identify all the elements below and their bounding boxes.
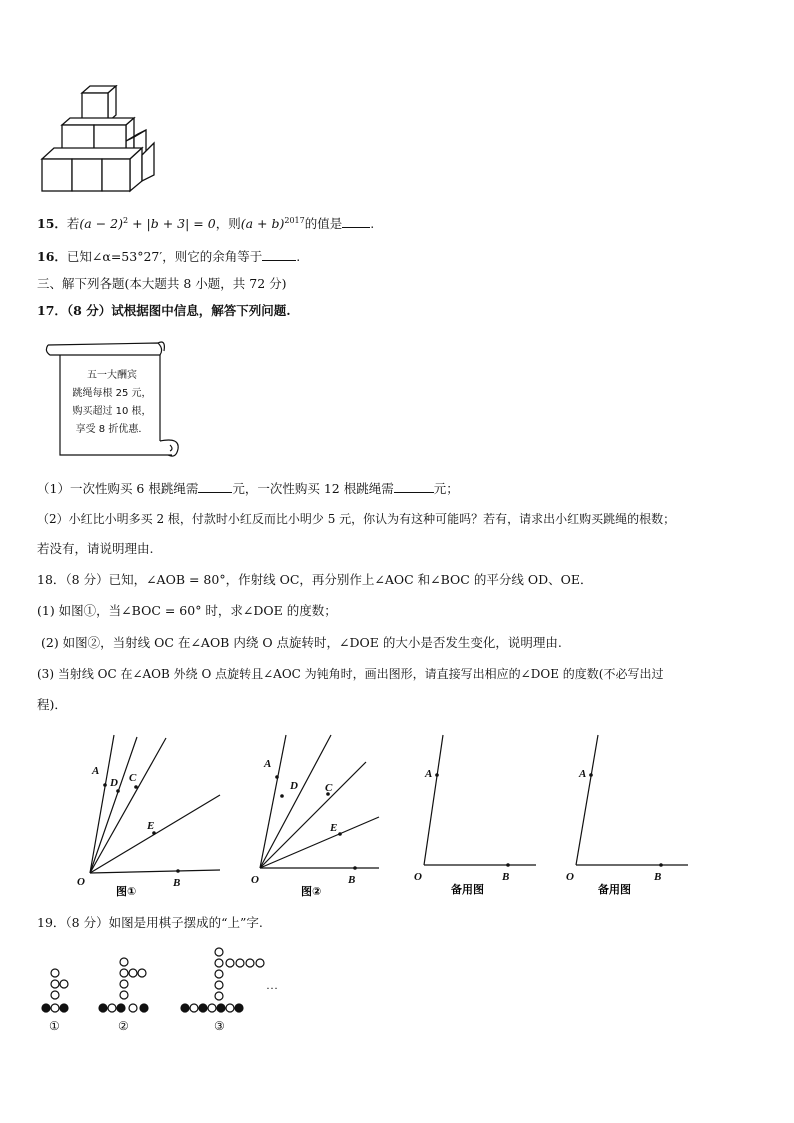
pattern-label-2: ② [118, 1019, 129, 1033]
answer-blank[interactable] [394, 492, 434, 493]
pattern-label-1: ① [49, 1019, 60, 1033]
point-label-O: O [414, 871, 422, 883]
point-label-B: B [173, 877, 181, 889]
answer-blank[interactable] [342, 227, 370, 228]
scroll-text [62, 367, 162, 439]
scroll-line: 享受 8 折优惠． [75, 424, 149, 435]
question-17-part2-line2: 若没有，请说明理由. [37, 541, 154, 556]
answer-blank[interactable] [198, 492, 232, 493]
question-number: 15． [37, 216, 67, 232]
section-heading: 三、解下列各题(本大题共 8 小题，共 72 分) [37, 276, 287, 291]
point-label-B: B [502, 871, 510, 883]
point-label-B: B [654, 871, 662, 883]
question-number: 16． [37, 249, 67, 264]
question-18-part3-line2: 程)． [37, 697, 67, 712]
point-label-D: D [290, 780, 298, 792]
question-15: 15．若$(a - 2)^2 + |b + 3| = 0$，则$(a + b)^{2017}$的值是 . [37, 216, 375, 232]
point-label-D: D [110, 777, 118, 789]
pattern-label-3: ③ [214, 1019, 225, 1033]
question-17-part2-line1: （2）小红比小明多买 2 根，付款时小红反而比小明少 5 元，你认为有这种可能吗？若有，请求出小红购买跳绳的根数； [37, 512, 676, 526]
point-label-E: E [330, 822, 338, 834]
angle-figure-1 [74, 730, 224, 900]
point-label-C: C [129, 772, 137, 784]
answer-blank[interactable] [262, 260, 296, 261]
point-label-O: O [77, 876, 85, 888]
question-18-part2: (2) 如图②，当射线 OC 在∠AOB 内绕 O 点旋转时，∠DOE 的大小是否发生变化，说明理由. [41, 635, 562, 650]
scroll-title: 五一大酬宾 [87, 370, 137, 381]
point-label-A: A [425, 768, 433, 780]
question-17-part1: （1）一次性购买 6 根跳绳需 元，一次性购买 12 根跳绳需 元； [37, 481, 459, 496]
point-label-E: E [147, 820, 155, 832]
spare-figure-1 [408, 730, 543, 900]
question-19-header: 19．（8 分）如图是用棋子摆成的“上”字. [37, 915, 263, 930]
chess-pieces-pattern-figure [34, 944, 294, 1044]
point-label-C: C [325, 782, 333, 794]
spare-figure-2 [560, 730, 695, 900]
figure-caption: 图② [301, 885, 322, 898]
question-17-header: 17．（8 分）试根据图中信息，解答下列问题. [37, 303, 291, 318]
point-label-A: A [579, 768, 587, 780]
point-label-O: O [251, 874, 259, 886]
angle-figure-2 [246, 730, 386, 900]
question-16: 16．已知∠α=53°27′，则它的余角等于 . [37, 249, 301, 264]
point-label-A: A [264, 758, 272, 770]
cube-stack-figure [38, 85, 158, 195]
question-18-header: 18．（8 分）已知，∠AOB = 80°，作射线 OC，再分别作上∠AOC 和∠BOC 的平分线 OD、OE． [37, 572, 593, 587]
promotion-scroll-figure [40, 337, 210, 462]
scroll-line: 购买超过 10 根， [72, 406, 152, 417]
point-label-A: A [92, 765, 100, 777]
question-18-part1: (1) 如图①，当∠BOC = 60° 时，求∠DOE 的度数； [37, 603, 337, 618]
point-label-B: B [348, 874, 356, 886]
figure-caption: 备用图 [598, 883, 631, 896]
figure-caption: 备用图 [451, 883, 484, 896]
question-18-part3-line1: (3) 当射线 OC 在∠AOB 外绕 O 点旋转且∠AOC 为钝角时，画出图形，请直接写出相应的∠DOE 的度数(不必写出过 [37, 667, 664, 681]
figure-caption: 图① [116, 885, 137, 898]
ellipsis: … [266, 978, 278, 992]
point-label-O: O [566, 871, 574, 883]
scroll-line: 跳绳每根 25 元， [72, 388, 152, 399]
